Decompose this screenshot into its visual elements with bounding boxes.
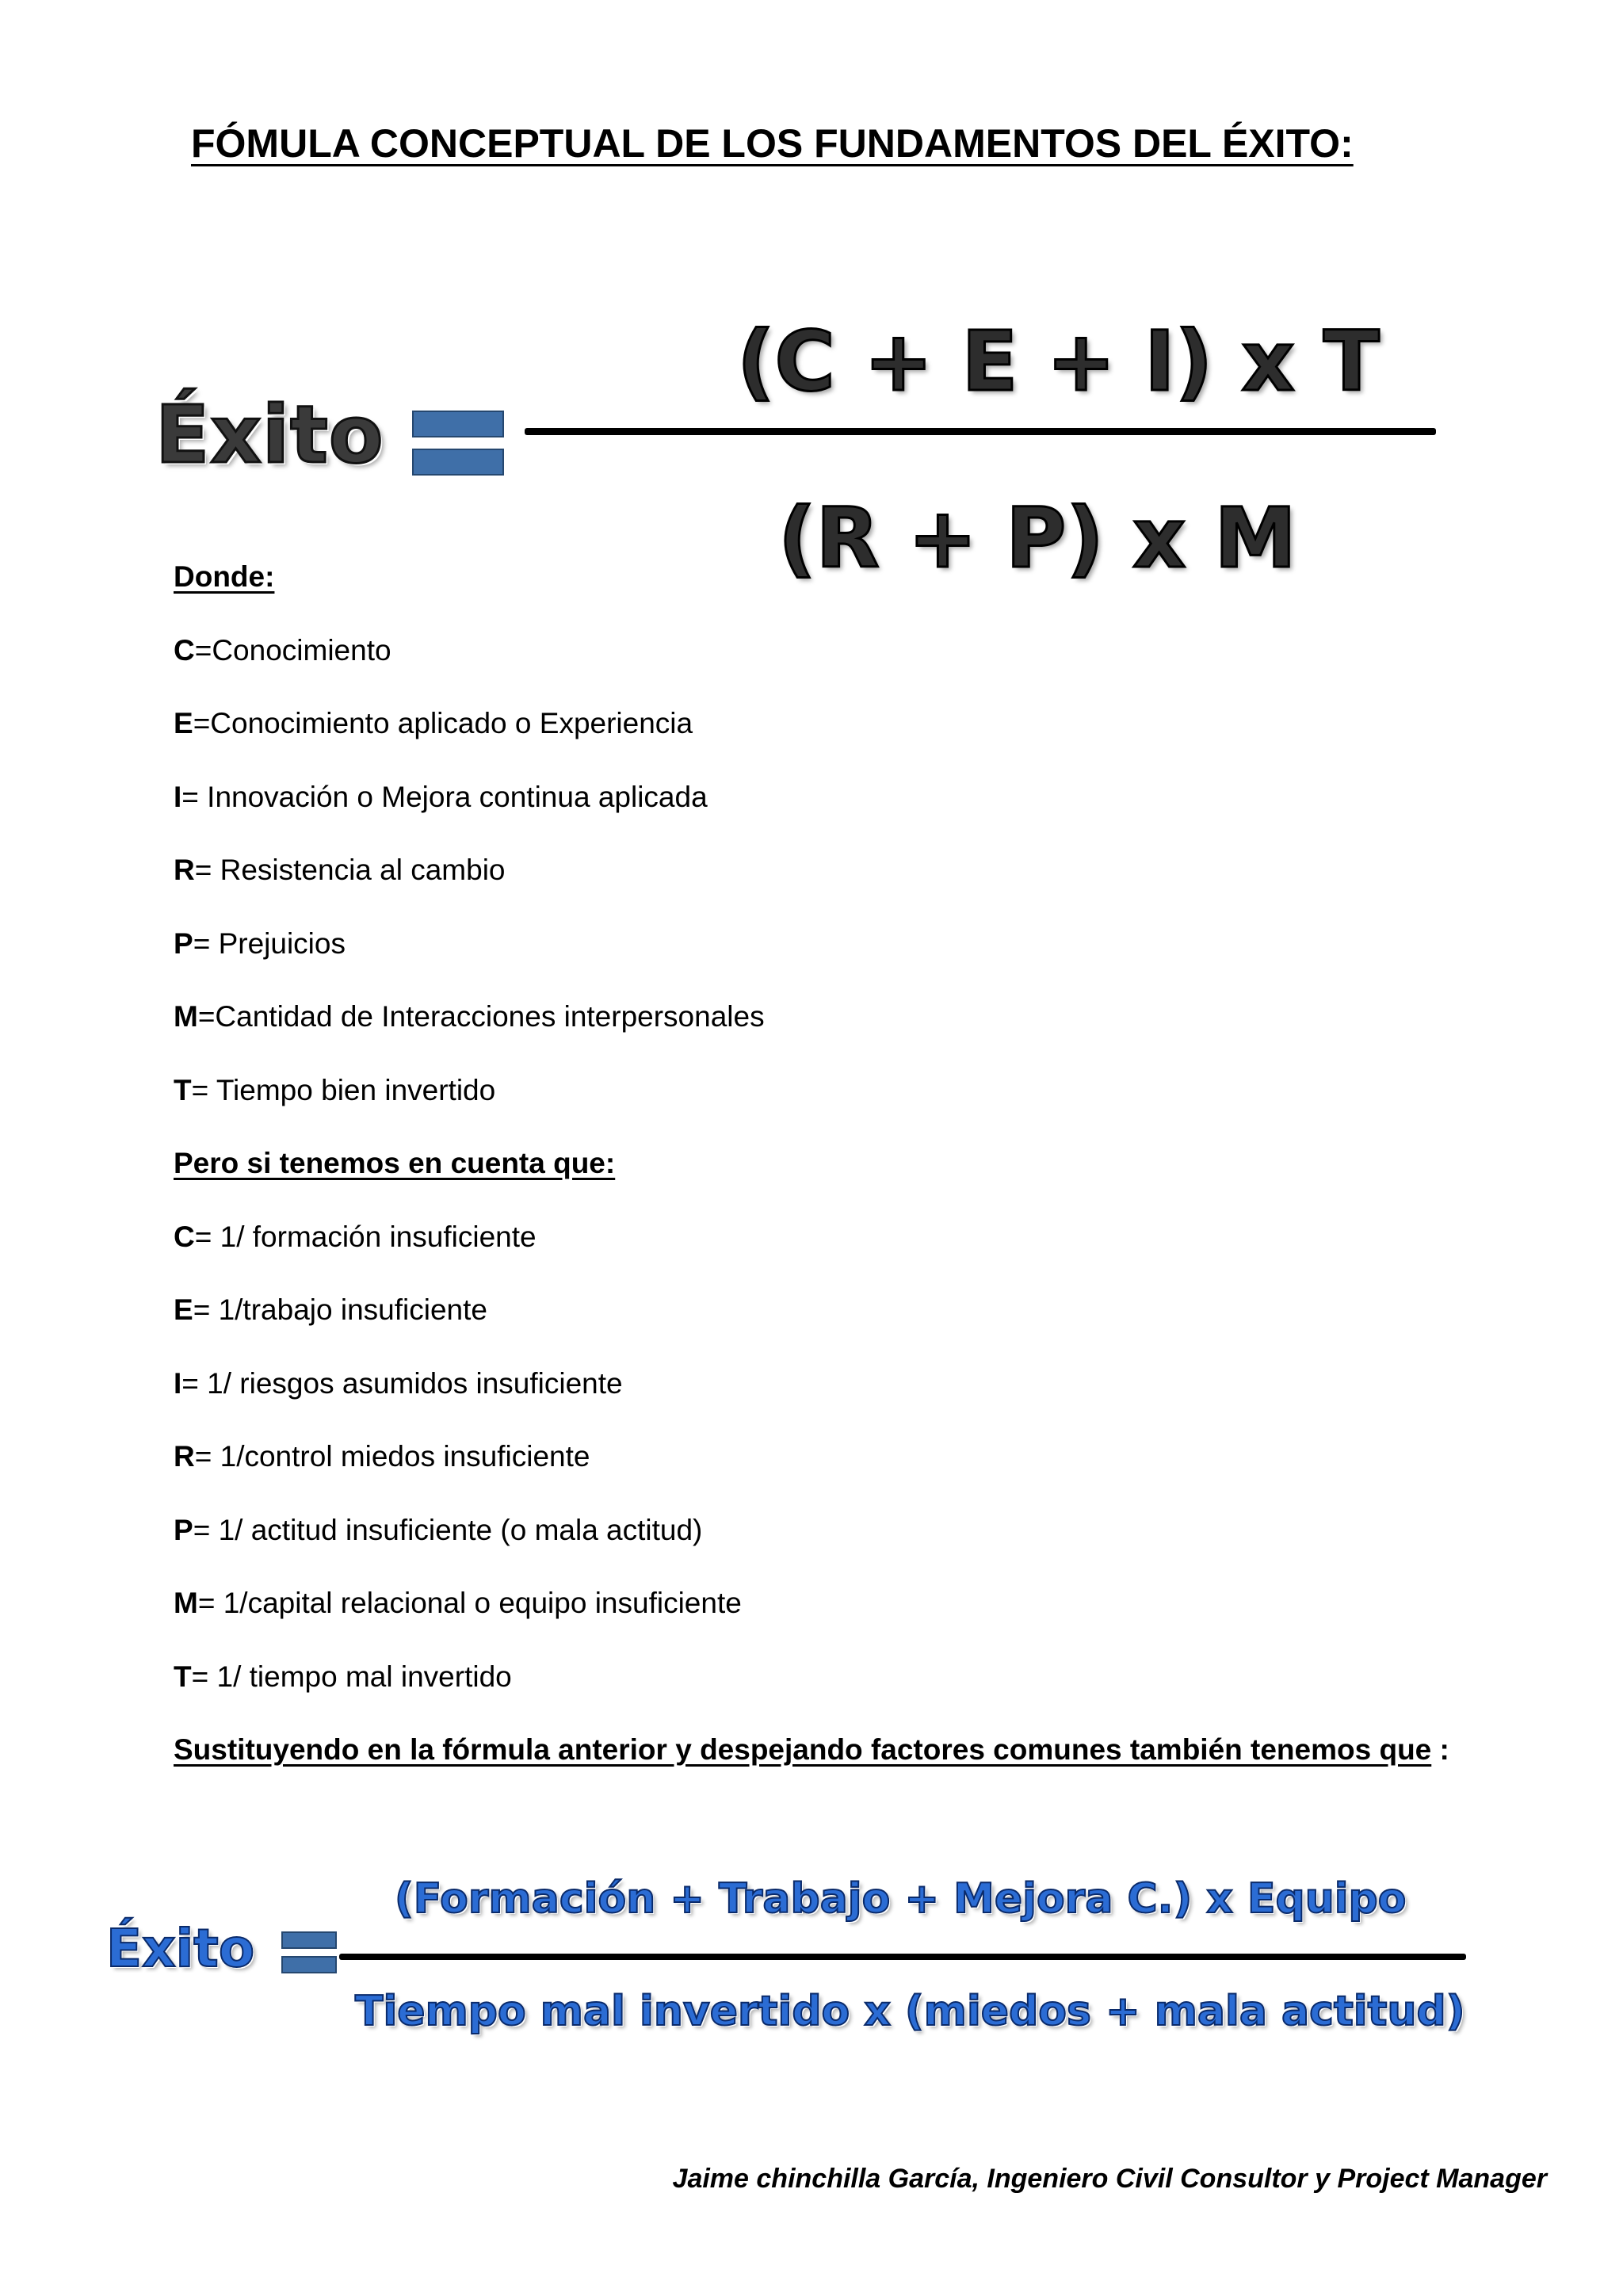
inverse-e: E= 1/trabajo insuficiente — [174, 1293, 487, 1326]
donde-heading: Donde: — [174, 560, 275, 593]
formula1-equals-bottom — [412, 449, 504, 476]
page-title: FÓMULA CONCEPTUAL DE LOS FUNDAMENTOS DEL ÉXITO: — [191, 121, 1354, 166]
definition-m: M=Cantidad de Interacciones interpersonales — [174, 1000, 765, 1033]
formula1-equals-top — [412, 411, 504, 437]
inverse-p: P= 1/ actitud insuficiente (o mala actitud) — [174, 1514, 703, 1546]
formula2-numerator: (Formación + Trabajo + Mejora C.) x Equipo — [395, 1875, 1407, 1923]
inverse-c: C= 1/ formación insuficiente — [174, 1221, 537, 1253]
sustituyendo-paragraph: Sustituyendo en la fórmula anterior y despejando factores comunes también tenemos que : — [174, 1733, 1449, 1766]
formula1-fraction-line — [525, 428, 1436, 435]
formula1-numerator: (C + E + I) x T — [737, 313, 1380, 410]
definition-i: I= Innovación o Mejora continua aplicada — [174, 781, 708, 813]
formula1-lhs: Éxito — [155, 388, 384, 481]
formula2-denominator: Tiempo mal invertido x (miedos + mala actitud) — [355, 1988, 1465, 2035]
author-signature: Jaime chinchilla García, Ingeniero Civil Consultor y Project Manager — [672, 2164, 1547, 2194]
definition-r: R= Resistencia al cambio — [174, 854, 506, 886]
inverse-r: R= 1/control miedos insuficiente — [174, 1440, 590, 1473]
pero-heading: Pero si tenemos en cuenta que: — [174, 1147, 616, 1179]
formula2-lhs: Éxito — [106, 1918, 255, 1979]
definition-p: P= Prejuicios — [174, 927, 346, 960]
formula2-equals-top — [281, 1931, 337, 1949]
formula2-equals-bottom — [281, 1956, 337, 1973]
formula1-denominator: (R + P) x M — [778, 490, 1296, 586]
inverse-t: T= 1/ tiempo mal invertido — [174, 1660, 512, 1693]
inverse-i: I= 1/ riesgos asumidos insuficiente — [174, 1367, 623, 1400]
definition-t: T= Tiempo bien invertido — [174, 1074, 496, 1106]
definition-c: C=Conocimiento — [174, 634, 391, 667]
definition-e: E=Conocimiento aplicado o Experiencia — [174, 707, 693, 739]
formula2-fraction-line — [339, 1954, 1466, 1960]
inverse-m: M= 1/capital relacional o equipo insuficiente — [174, 1587, 742, 1619]
